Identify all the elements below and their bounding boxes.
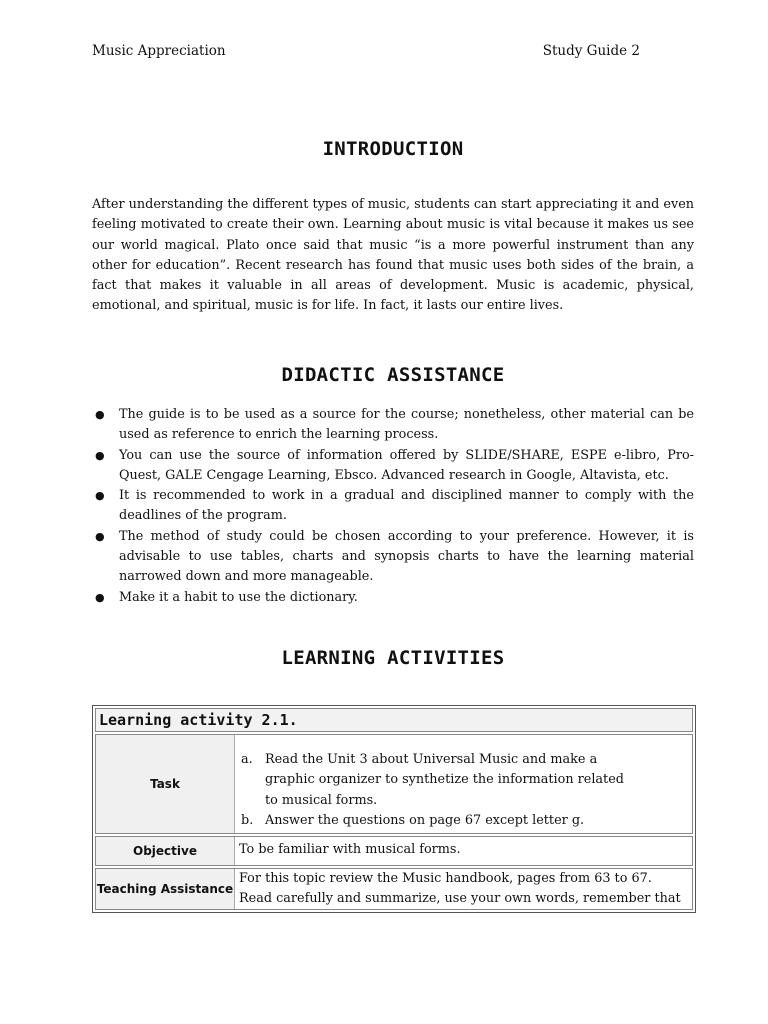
didactic-assistance-heading: DIDACTIC ASSISTANCE (281, 364, 505, 386)
list-item (92, 588, 694, 608)
bullet-icon: ● (95, 408, 105, 421)
teaching-assistance-line: For this topic review the Music handbook, pages from 63 to 67. (239, 871, 652, 886)
teaching-assistance-row (95, 868, 693, 910)
task-row (95, 734, 693, 834)
list-item (92, 405, 694, 446)
teaching-assistance-label: Teaching Assistance (96, 869, 235, 909)
task-marker: a. (241, 752, 253, 767)
task-text: Read the Unit 3 about Universal Music and make a graphic organizer to synthetize the information related to musical forms. (265, 752, 624, 808)
list-item (239, 811, 639, 831)
didactic-bullet-list (92, 405, 694, 608)
bullet-text: The method of study could be chosen according to your preference. However, it is advisable to use tables, charts and synopsis charts to have the learning material narrowed down and more manageable. (119, 528, 694, 585)
bullet-text: The guide is to be used as a source for the course; nonetheless, other material can be used as reference to enrich the learning process. (119, 407, 694, 443)
bullet-text: You can use the source of information offered by SLIDE/SHARE, ESPE e-libro, Pro-Quest, GALE Cengage Learning, Ebsco. Advanced research in Google, Altavista, etc. (119, 447, 694, 483)
bullet-text: Make it a habit to use the dictionary. (119, 589, 358, 605)
task-content (235, 735, 692, 833)
learning-activities-heading: LEARNING ACTIVITIES (281, 647, 505, 669)
teaching-assistance-content (235, 869, 692, 909)
learning-activity-table (92, 705, 696, 913)
activity-title-row: Learning activity 2.1. (95, 708, 693, 732)
task-list (239, 750, 639, 831)
objective-row (95, 836, 693, 866)
header-guide-number: Study Guide 2 (542, 43, 640, 59)
bullet-text: It is recommended to work in a gradual and disciplined manner to comply with the deadlines of the program. (119, 488, 694, 524)
bullet-icon: ● (95, 489, 105, 503)
bullet-icon: ● (95, 529, 105, 543)
introduction-heading: INTRODUCTION (322, 138, 464, 160)
objective-text: To be familiar with musical forms. (239, 842, 461, 857)
list-item (92, 527, 694, 588)
objective-label: Objective (96, 837, 235, 865)
header-course-name: Music Appreciation (92, 43, 226, 59)
task-text: Answer the questions on page 67 except letter g. (265, 812, 585, 828)
list-item (239, 750, 639, 811)
teaching-assistance-line: Read carefully and summarize, use your own words, remember that (239, 891, 681, 907)
task-label: Task (96, 735, 235, 833)
introduction-paragraph: After understanding the different types of music, students can start appreciating it and even feeling motivated to create their own. Learning about music is vital because it makes us see our world magical. Plato once said that music “is a more powerful instrument than any other for education”. Recent research has found that music uses both sides of the brain, a fact that makes it valuable in all areas of development. Music is academic, physical, emotional, and spiritual, music is for life. In fact, it lasts our entire lives. (92, 197, 695, 314)
list-item (92, 446, 694, 487)
bullet-icon: ● (95, 590, 105, 604)
list-item (92, 486, 694, 527)
bullet-icon: ● (95, 448, 105, 462)
task-marker: b. (241, 812, 254, 828)
